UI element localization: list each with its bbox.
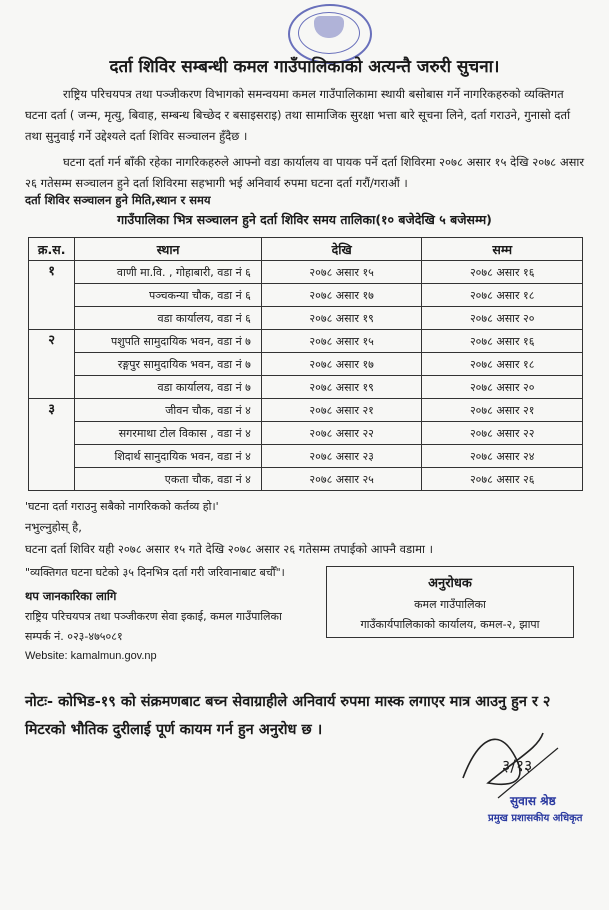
table-row: [29, 261, 583, 284]
col-header-sn: क्र.स.: [29, 238, 75, 261]
table-row: [29, 353, 583, 376]
reminder-body: घटना दर्ता शिविर यही २०७८ असार १५ गते देखि २०७८ असार २६ गतेसम्म तपाईको आफ्नै वडामा ।: [25, 542, 434, 556]
info-heading: थप जानकारिका लागि: [25, 589, 117, 603]
place-cell: एकता चौक, वडा नं ४: [75, 468, 262, 491]
to-date-cell: २०७८ असार २०: [422, 307, 583, 330]
info-organization: राष्ट्रिय परिचयपत्र तथा पञ्जीकरण सेवा इकाई, कमल गाउँपालिका: [25, 610, 282, 623]
place-cell: रङ्गपुर सामुदायिक भवन, वडा नं ७: [75, 353, 262, 376]
col-header-place: स्थान: [75, 238, 262, 261]
table-row: [29, 445, 583, 468]
table-row: [29, 307, 583, 330]
covid-note: नोटः- कोभिड-१९ को संक्रमणबाट बच्न सेवाग्राहीले अनिवार्य रुपमा मास्क लगाएर मात्र आउनु हुन र २ मिटरको भौतिक दुरीलाई पूर्ण कायम गर्न हुन अनुरोध छ ।: [25, 694, 551, 738]
from-date-cell: २०७८ असार १७: [261, 353, 422, 376]
to-date-cell: २०७८ असार १६: [422, 330, 583, 353]
table-row: [29, 399, 583, 422]
to-date-cell: २०७८ असार २४: [422, 445, 583, 468]
place-cell: पञ्चकन्या चौक, वडा नं ६: [75, 284, 262, 307]
reminder-heading: नभुल्नुहोस् है,: [25, 520, 82, 534]
col-header-from: देखि: [261, 238, 422, 261]
place-cell: पशुपति सामुदायिक भवन, वडा नं ७: [75, 330, 262, 353]
table-row: [29, 376, 583, 399]
intro-paragraph: राष्ट्रिय परिचयपत्र तथा पञ्जीकरण विभागको समन्वयमा कमल गाउँपालिकामा स्थायी बसोबास गर्ने नागरिकहरुको व्यक्तिगत घटना दर्ता ( जन्म, मृत्यु, बिवाह, सम्बन्ध बिच्छेद र बसाइसराइ) तथा सामाजिक सुरक्षा भत्ता बारे सूचना लिने, दर्ता गराउने, गुनासो दर्ता तथा सुनुवाई गर्ने उद्देश्यले दर्ता शिविर सञ्चालन हुँदैछ ।: [25, 87, 571, 143]
signature-block: [458, 718, 598, 868]
from-date-cell: २०७८ असार १७: [261, 284, 422, 307]
penalty-quote: "व्यक्तिगत घटना घटेको ३५ दिनभित्र दर्ता गरी जरिवानाबाट बचौँ"।: [25, 566, 285, 579]
to-date-cell: २०७८ असार २६: [422, 468, 583, 491]
info-phone: सम्पर्क नं. ०२३-४७५०८१: [25, 630, 123, 643]
from-date-cell: २०७८ असार २५: [261, 468, 422, 491]
table-row: [29, 330, 583, 353]
to-date-cell: २०७८ असार २१: [422, 399, 583, 422]
website-link[interactable]: Website: kamalmun.gov.np: [25, 650, 157, 662]
place-cell: वाणी मा.वि. , गोहाबारी, वडा नं ६: [75, 261, 262, 284]
officer-name: सुवास श्रेष्ठ: [510, 794, 556, 808]
to-date-cell: २०७८ असार २०: [422, 376, 583, 399]
place-cell: शिदार्थ सानुदायिक भवन, वडा नं ४: [75, 445, 262, 468]
schedule-subheading: दर्ता शिविर सञ्चालन हुने मिति,स्थान र समय: [25, 193, 211, 207]
instruction-paragraph: घटना दर्ता गर्न बाँकी रहेका नागरिकहरुले आफ्नो वडा कार्यालय वा पायक पर्ने दर्ता शिविरमा २०७८ असार १५ देखि २०७८ असार २६ गतेसम्म सञ्चालन हुने दर्ता शिविरमा सहभागी भई अनिवार्य रुपमा घटना दर्ता गरौं/गराऔं ।: [25, 155, 585, 190]
table-caption: गाउँपालिका भित्र सञ्चालन हुने दर्ता शिविर समय तालिका(१० बजेदेखि ५ बजेसम्म): [117, 212, 492, 227]
signature-date: ३/१३: [502, 756, 533, 775]
requester-heading: अनुरोधक: [428, 576, 472, 591]
from-date-cell: २०७८ असार २२: [261, 422, 422, 445]
serial-number: २: [29, 330, 75, 399]
to-date-cell: २०७८ असार २२: [422, 422, 583, 445]
notice-title: दर्ता शिविर सम्बन्धी कमल गाउँपालिकाको अत्यन्तै जरुरी सुचना।: [109, 57, 500, 77]
officer-title: प्रमुख प्रशासकीय अधिकृत: [488, 813, 583, 824]
schedule-table: [28, 237, 583, 491]
requester-address: गाउँकार्यपालिकाको कार्यालय, कमल-२, झापा: [360, 618, 540, 631]
place-cell: वडा कार्यालय, वडा नं ७: [75, 376, 262, 399]
table-row: [29, 468, 583, 491]
to-date-cell: २०७८ असार १८: [422, 284, 583, 307]
to-date-cell: २०७८ असार १८: [422, 353, 583, 376]
to-date-cell: २०७८ असार १६: [422, 261, 583, 284]
table-row: [29, 284, 583, 307]
from-date-cell: २०७८ असार १५: [261, 261, 422, 284]
col-header-to: सम्म: [422, 238, 583, 261]
serial-number: ३: [29, 399, 75, 491]
table-row: [29, 422, 583, 445]
duty-quote: 'घटना दर्ता गराउनु सबैको नागरिकको कर्तव्य हो।': [25, 500, 219, 513]
requester-box: [326, 566, 574, 638]
from-date-cell: २०७८ असार २३: [261, 445, 422, 468]
serial-number: १: [29, 261, 75, 330]
from-date-cell: २०७८ असार २१: [261, 399, 422, 422]
place-cell: जीवन चौक, वडा नं ४: [75, 399, 262, 422]
requester-name: कमल गाउँपालिका: [414, 598, 486, 611]
table-header-row: [29, 238, 583, 261]
place-cell: वडा कार्यालय, वडा नं ६: [75, 307, 262, 330]
from-date-cell: २०७८ असार १९: [261, 307, 422, 330]
place-cell: सगरमाथा टोल विकास , वडा नं ४: [75, 422, 262, 445]
from-date-cell: २०७८ असार १९: [261, 376, 422, 399]
from-date-cell: २०७८ असार १५: [261, 330, 422, 353]
